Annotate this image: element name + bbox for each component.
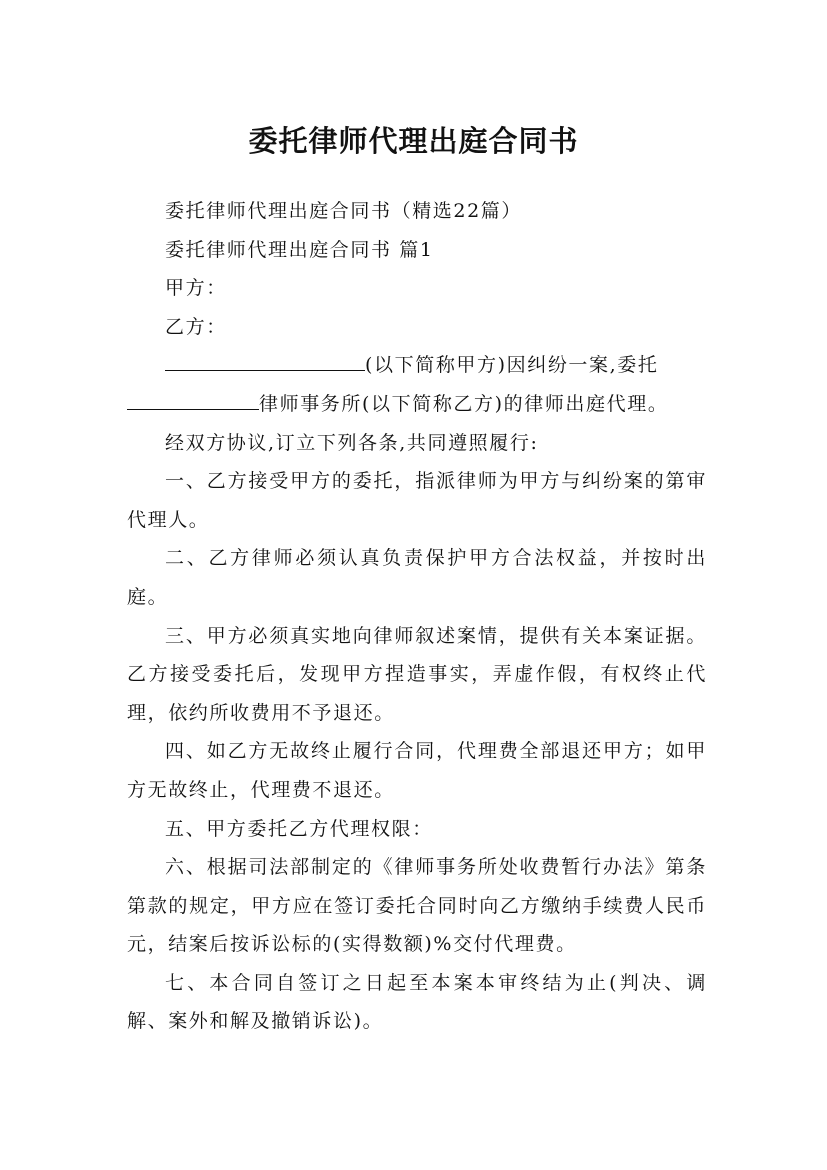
document-title: 委托律师代理出庭合同书	[248, 124, 579, 159]
clause-6: 六、根据司法部制定的《律师事务所处收费暂行办法》第条第款的规定，甲方应在签订委托合同时向乙方缴纳手续费人民币元，结案后按诉讼标的(实得数额)%交付代理费。	[127, 856, 707, 956]
clause-1: 一、乙方接受甲方的委托，指派律师为甲方与纠纷案的第审代理人。	[127, 470, 707, 531]
paragraph-section-heading: 委托律师代理出庭合同书 篇1	[165, 238, 434, 261]
blank-line-client	[165, 346, 365, 371]
clause-5: 五、甲方委托乙方代理权限：	[165, 817, 433, 840]
clause-2: 二、乙方律师必须认真负责保护甲方合法权益，并按时出庭。	[127, 547, 707, 608]
paragraph-subtitle: 委托律师代理出庭合同书（精选22篇）	[165, 200, 522, 222]
paragraph-agreement: 经双方协议,订立下列各条,共同遵照履行:	[165, 431, 539, 454]
clause-7: 七、本合同自签订之日起至本案本审终结为止(判决、调解、案外和解及撤销诉讼)。	[127, 971, 707, 1033]
paragraph-party-b: 乙方：	[165, 315, 227, 338]
clause-4: 四、如乙方无故终止履行合同，代理费全部退还甲方；如甲方无故终止，代理费不退还。	[127, 740, 707, 801]
clause-3: 三、甲方必须真实地向律师叙述案情，提供有关本案证据。乙方接受委托后，发现甲方捏造事实，弄虚作假，有权终止代理，依约所收费用不予退还。	[127, 624, 707, 724]
blank-line-firm	[127, 385, 259, 410]
paragraph-client-text: (以下简称甲方)因纠纷一案,委托	[365, 354, 659, 377]
paragraph-party-a: 甲方：	[165, 277, 227, 300]
paragraph-client-line	[127, 346, 707, 385]
paragraph-firm-line	[127, 385, 707, 424]
paragraph-firm-text: 律师事务所(以下简称乙方)的律师出庭代理。	[259, 392, 669, 415]
document-body	[127, 192, 707, 1041]
